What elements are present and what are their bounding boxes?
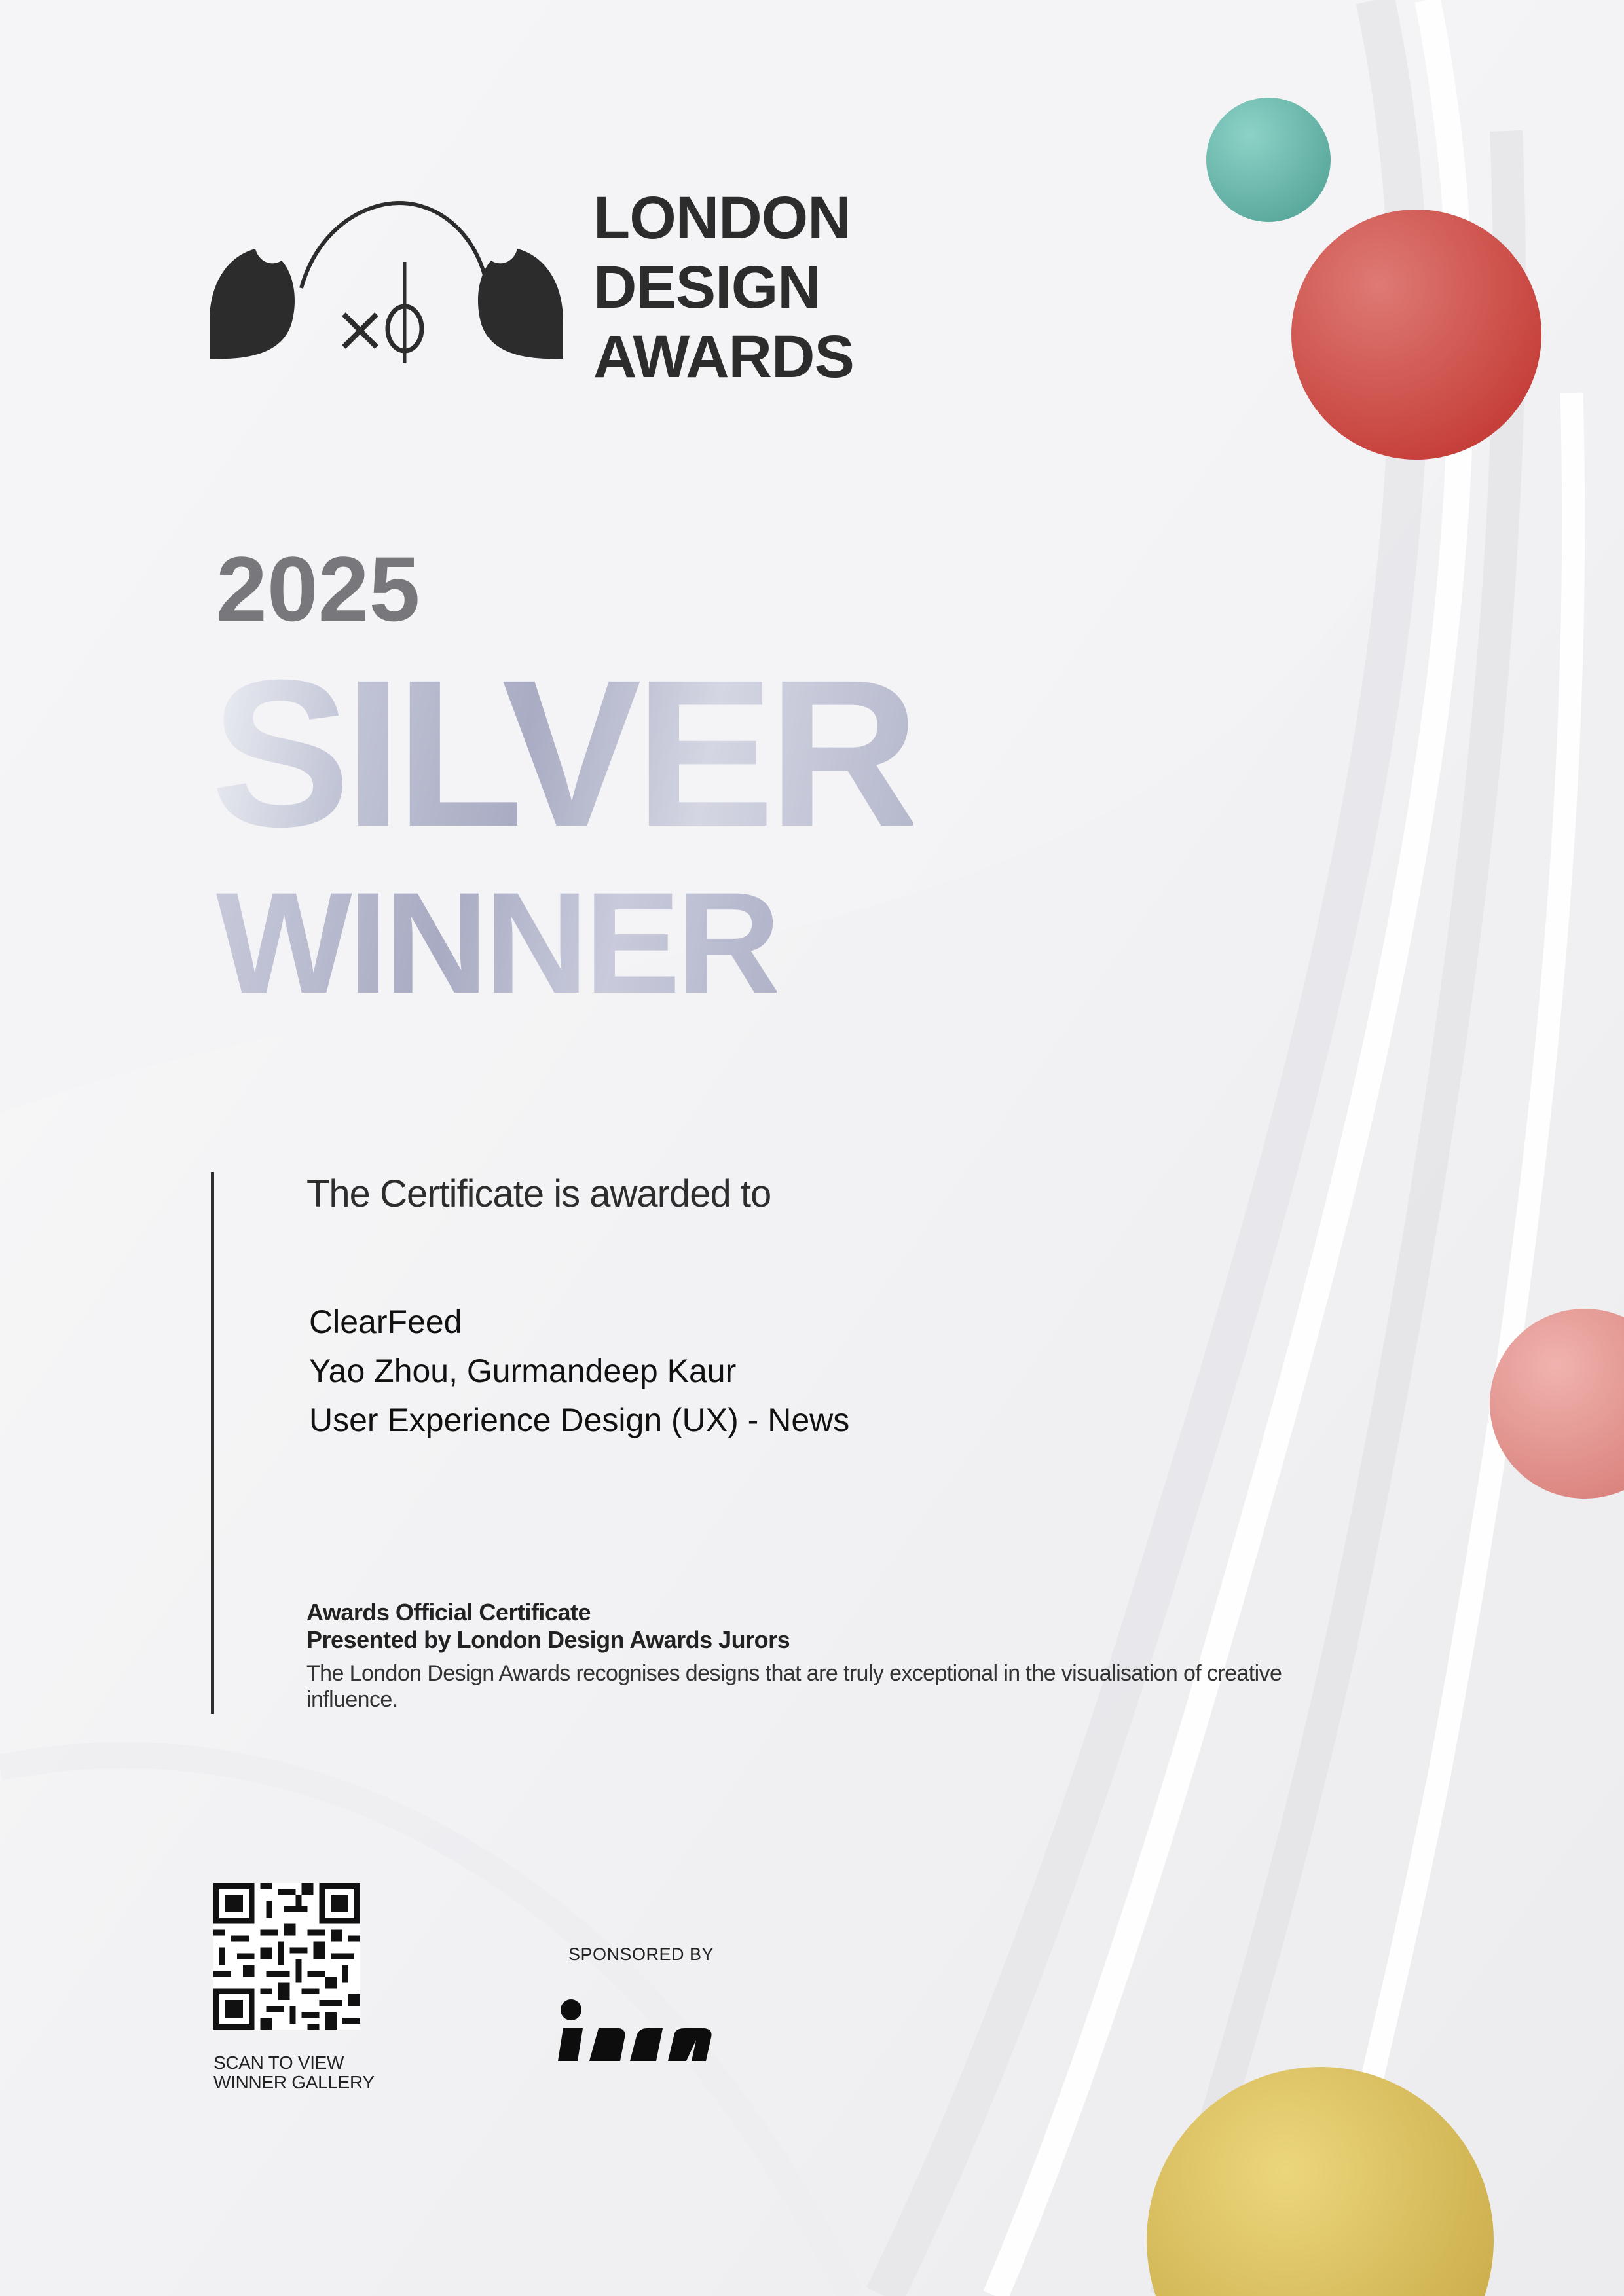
teal-sphere: [1206, 98, 1331, 222]
scan-line-1: SCAN TO VIEW: [213, 2052, 344, 2073]
official-description: The London Design Awards recognises designs that are truly exceptional in the visualisation of creative influence.: [306, 1661, 1282, 1712]
brand-line-1: LONDON: [593, 185, 851, 251]
london-design-awards-emblem-icon: [210, 190, 576, 380]
scan-line-2: WINNER GALLERY: [213, 2072, 375, 2092]
official-heading: [306, 1599, 790, 1654]
brand-line-3: AWARDS: [593, 323, 854, 390]
brand-wordmark: [593, 183, 854, 392]
qr-code-icon[interactable]: [213, 1883, 360, 2030]
official-line-2: Presented by London Design Awards Jurors: [306, 1626, 790, 1653]
red-sphere: [1291, 210, 1541, 460]
project-name: ClearFeed: [309, 1303, 462, 1340]
certificate-intro: The Certificate is awarded to: [306, 1173, 771, 1215]
scan-caption: [213, 2053, 375, 2092]
award-title: WINNER: [216, 862, 777, 1023]
award-level: SILVER: [211, 636, 913, 870]
sponsored-label: SPONSORED BY: [568, 1944, 714, 1964]
official-line-1: Awards Official Certificate: [306, 1599, 591, 1626]
sponsor-logo-icon: [558, 1995, 722, 2064]
award-category: User Experience Design (UX) - News: [309, 1402, 850, 1438]
brand-line-2: DESIGN: [593, 254, 821, 321]
designer-names: Yao Zhou, Gurmandeep Kaur: [309, 1353, 737, 1389]
award-year: 2025: [216, 538, 420, 640]
accent-divider: [211, 1172, 214, 1714]
